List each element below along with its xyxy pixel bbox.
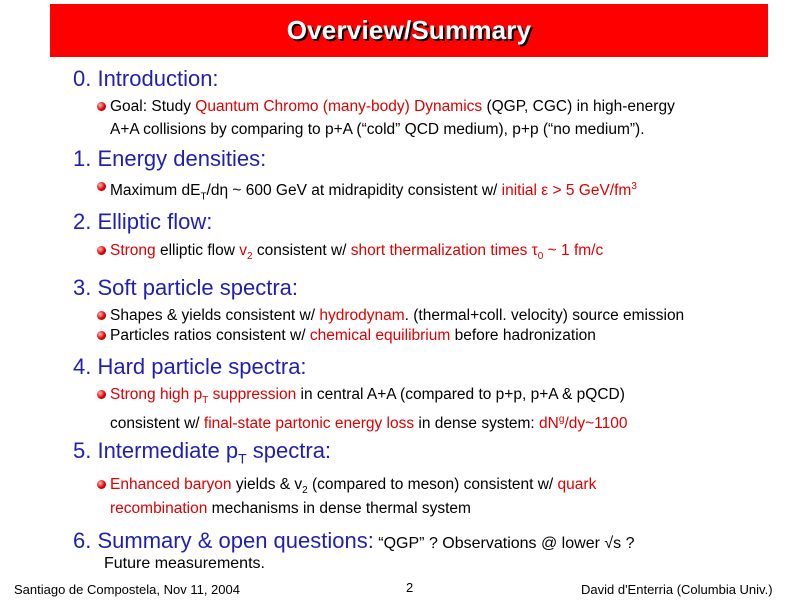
highlight: dN [539, 415, 559, 433]
highlight: initial ε > 5 GeV/fm [501, 182, 632, 200]
intro-goal-line [110, 98, 675, 116]
hard-line-2 [110, 411, 628, 433]
text: (compared to meson) consistent w/ [307, 476, 558, 493]
text: . (thermal+coll. velocity) source emission [404, 307, 685, 324]
subscript: T [200, 191, 207, 203]
soft-line-2 [110, 327, 596, 345]
heading-hard-spectra: 4. Hard particle spectra: [73, 354, 307, 379]
open-question: “QGP” ? Observations @ lower √s ? [373, 535, 635, 552]
highlight: Strong high p [110, 386, 203, 403]
text: consistent w/ [110, 415, 204, 433]
slide-title: Overview/Summary [286, 15, 532, 45]
highlight: chemical equilibrium [309, 327, 451, 344]
highlight: final-state partonic energy loss [203, 415, 415, 433]
bullet-icon [97, 182, 106, 191]
text: mechanisms in dense thermal system [207, 500, 471, 517]
heading-introduction: 0. Introduction: [73, 66, 219, 91]
subscript: T [202, 395, 209, 407]
highlight: recombination [110, 500, 208, 517]
heading-elliptic-flow: 2. Elliptic flow: [73, 209, 213, 234]
heading-energy-densities: 1. Energy densities: [73, 146, 267, 171]
subscript: T [238, 450, 247, 467]
superscript: g [558, 414, 565, 425]
text: 6. Summary & open questions: [73, 528, 374, 553]
text: (QGP, CGC) in high-energy [482, 98, 675, 115]
bullet-icon [97, 480, 106, 489]
future-measurements: Future measurements. [104, 555, 265, 572]
text: Particles ratios consistent w/ [110, 327, 310, 344]
subscript: 0 [537, 251, 544, 263]
text: in dense system: [414, 415, 540, 433]
text: in central A+A (compared to p+p, p+A & pQCD) [296, 386, 625, 403]
energy-line [110, 178, 637, 206]
symbol: v [239, 242, 247, 259]
bullet-icon [97, 331, 106, 340]
text: before hadronization [450, 327, 596, 344]
intermediate-line-2 [110, 500, 471, 518]
highlight: suppression [208, 386, 297, 403]
soft-line-1 [110, 307, 684, 325]
heading-intermediate-spectra [73, 438, 331, 466]
footer-venue: Santiago de Compostela, Nov 11, 2004 [14, 582, 240, 597]
hard-line-1 [110, 386, 625, 410]
highlight: short thermalization times [350, 242, 532, 259]
text: /dη ~ 600 GeV at midrapidity consistent w/ [206, 182, 502, 200]
bullet-icon [97, 102, 106, 111]
highlight: Quantum Chromo (many-body) Dynamics [195, 98, 483, 115]
highlight: /dy~1100 [564, 415, 628, 433]
highlight: Strong [110, 242, 156, 259]
text: consistent w/ [252, 242, 351, 259]
text: Goal: Study [110, 98, 196, 115]
page-number: 2 [406, 580, 414, 595]
heading-summary [73, 528, 634, 554]
bullet-icon [97, 311, 106, 320]
title-bar [50, 4, 768, 57]
subscript: 2 [246, 251, 253, 263]
text: Shapes & yields consistent w/ [110, 307, 320, 324]
highlight: ~ 1 fm/c [543, 242, 604, 259]
text: Maximum dE [110, 182, 201, 200]
text: 5. Intermediate p [73, 438, 239, 463]
intro-goal-cont: A+A collisions by comparing to p+A (“cold” QCD medium), p+p (“no medium”). [110, 121, 645, 138]
highlight: hydrodynam [319, 307, 405, 324]
subscript: 2 [302, 485, 308, 497]
highlight: Enhanced baryon [110, 476, 232, 493]
flow-line [110, 242, 603, 266]
text: spectra: [246, 438, 332, 463]
bullet-icon [97, 246, 106, 255]
bullet-icon [97, 390, 106, 399]
text: yields & v [231, 476, 303, 493]
text: elliptic flow [155, 242, 240, 259]
footer-author: David d'Enterria (Columbia Univ.) [581, 582, 773, 597]
symbol: τ [531, 242, 538, 259]
heading-soft-spectra: 3. Soft particle spectra: [73, 275, 298, 300]
highlight: quark [557, 476, 597, 493]
intermediate-line-1 [110, 476, 596, 500]
superscript: 3 [631, 181, 637, 192]
